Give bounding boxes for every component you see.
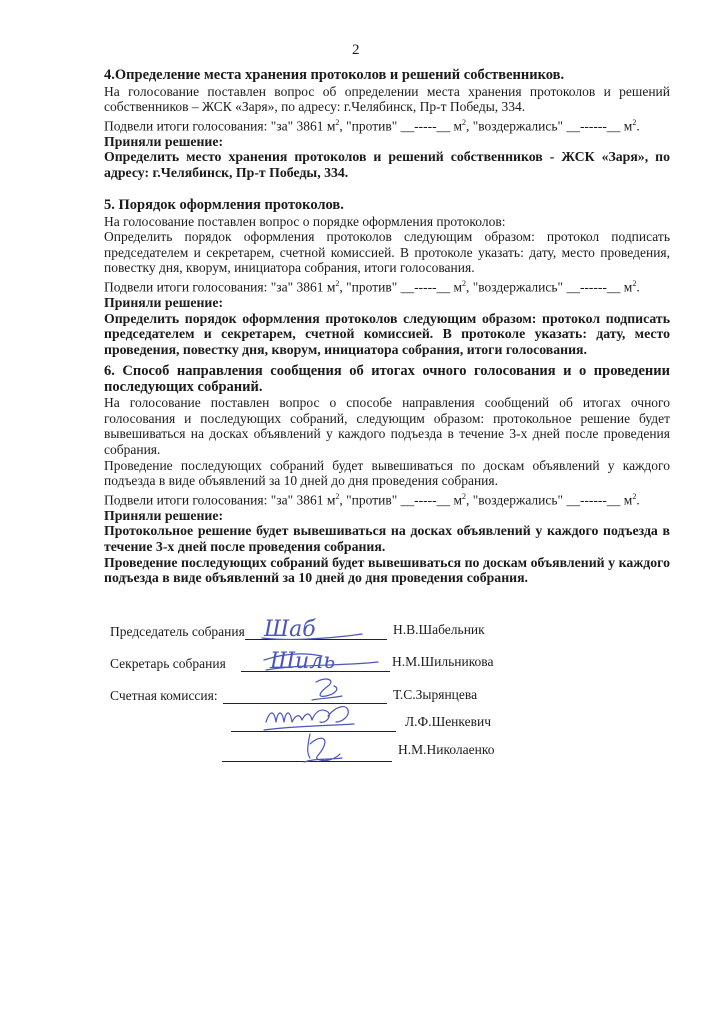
section-4-vote: Подвели итоги голосования: "за" 3861 $м^2$, "против" __-----__ $м^2$, "воздержались" __------__ $м^2$. (104, 117, 640, 134)
section-6-decision: подъезда в виде объявлений за 10 дней до дня проведения собрания. (104, 570, 529, 586)
svg-text:Шиль: Шиль (270, 649, 336, 674)
section-6-decision-label: Приняли решение: (104, 507, 224, 523)
page-number: 2 (352, 42, 360, 58)
section-6-title: 6. Способ направления сообщения об итогах очного голосования и о проведении (104, 363, 670, 379)
section-6-line: Проведение последующих собраний будет вывешиваться по доскам объявлений у каждого (104, 457, 670, 473)
section-5-decision: Определить порядок оформления протоколов следующим образом: протокол подписать (104, 310, 670, 326)
commission-member-3-name: Н.М.Николаенко (398, 742, 495, 757)
section-5-decision-label: Приняли решение: (104, 295, 224, 311)
secretary-signature (262, 644, 382, 676)
section-5 (104, 198, 670, 357)
section-6 (104, 364, 670, 586)
secretary-label: Секретарь собрания (110, 656, 226, 671)
section-6-decision: Протокольное решение будет вывешиваться на досках объявлений у каждого подъезда в (104, 523, 670, 539)
section-5-vote: Подвели итоги голосования: "за" 3861 $м^2$, "против" __-----__ $м^2$, "воздержались" __------__ $м^2$. (104, 278, 640, 295)
section-4 (104, 68, 670, 181)
section-4-line: собственников – ЖСК «Заря», по адресу: г.Челябинск, Пр-т Победы, 334. (104, 99, 526, 115)
section-6-line: подъезда в виде объявлений за 10 дней до дня проведения собрания. (104, 473, 498, 489)
section-6-line: вывешиваться на досках объявлений у каждого подъезда в течение 3-х дней после проведения (104, 426, 670, 442)
section-5-decision: проведения, повестку дня, кворум, инициатора собрания, итоги голосования. (104, 341, 587, 357)
section-6-decision: течение 3-х дней после проведения собрания. (104, 539, 386, 555)
chairman-name: Н.В.Шабельник (393, 622, 485, 637)
section-6-line: На голосование поставлен вопрос о способе направления сообщений об итогах очного (104, 395, 670, 411)
section-4-decision: адресу: г.Челябинск, Пр-т Победы, 334. (104, 165, 349, 181)
section-4-title: 4.Определение места хранения протоколов и решений собственников. (104, 67, 565, 83)
section-6-decision: Проведение последующих собраний будет вывешиваться по доскам объявлений у каждого (104, 554, 670, 570)
section-5-line: Определить порядок оформления протоколов следующим образом: протокол подписать (104, 229, 670, 245)
section-5-line: председателем и секретарем, счетной комиссией. В протоколе указать: дату, место проведения, (104, 244, 670, 260)
section-6-title: последующих собраний. (104, 378, 263, 395)
section-4-line: На голосование поставлен вопрос об определении места хранения протоколов и решений (104, 83, 670, 99)
svg-text:Шаб: Шаб (264, 617, 316, 642)
section-6-line: собрания. (104, 441, 161, 457)
section-5-line: повестку дня, кворум, инициатора собрания, итоги голосования. (104, 260, 475, 276)
commission-signature-3 (298, 728, 348, 766)
secretary-name: Н.М.Шильникова (392, 654, 494, 669)
chairman-signature (258, 614, 368, 644)
commission-label: Счетная комиссия: (110, 688, 218, 703)
section-4-decision-label: Приняли решение: (104, 133, 224, 149)
section-6-vote: Подвели итоги голосования: "за" 3861 $м^2$, "против" __-----__ $м^2$, "воздержались" __------__ $м^2$. (104, 491, 640, 508)
section-5-decision: председателем и секретарем, счетной комиссией. В протоколе указать: дату, место (104, 326, 670, 342)
commission-member-2-name: Л.Ф.Шенкевич (405, 714, 492, 729)
section-5-title: 5. Порядок оформления протоколов. (104, 197, 344, 213)
chairman-label: Председатель собрания (110, 624, 245, 639)
section-5-line: На голосование поставлен вопрос о порядке оформления протоколов: (104, 213, 506, 229)
section-6-line: голосования и последующих собраний, следующим образом: протокольное решение будет (104, 410, 670, 426)
commission-member-1-name: Т.С.Зырянцева (393, 687, 478, 702)
section-4-decision: Определить место хранения протоколов и решений собственников - ЖСК «Заря», по (104, 149, 670, 165)
